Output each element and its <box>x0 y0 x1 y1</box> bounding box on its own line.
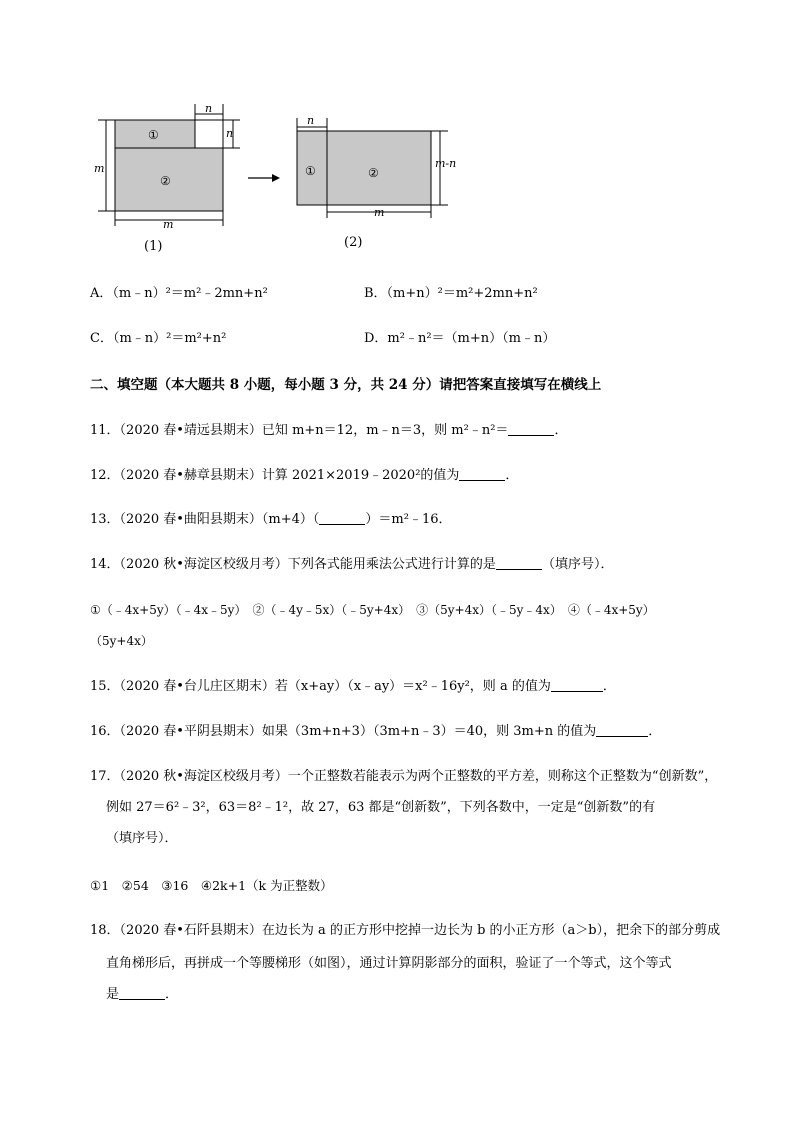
q15-answer-blank[interactable] <box>551 679 603 692</box>
option-a[interactable]: A．（m﹣n）²＝m²﹣2mn+n² <box>90 286 268 301</box>
geometry-figure <box>90 100 490 260</box>
fig1-label-m-bottom: m <box>163 218 174 231</box>
fig1-label-n-side: n <box>226 127 234 140</box>
fig2-label-n-top: n <box>307 114 315 127</box>
fig2-region-2-label: ② <box>368 166 379 180</box>
q14-choices-cont: （5y+4x） <box>90 634 153 648</box>
figure-2 <box>297 114 456 250</box>
q14-suffix: （填序号）． <box>541 557 614 572</box>
fig2-region-2 <box>327 131 431 205</box>
fig2-region-1-label: ① <box>305 164 316 178</box>
question-18-line2: 直角梯形后，再拼成一个等腰梯形（如图），通过计算阴影部分的面积，验证了一个等式，这个等式 <box>106 956 672 971</box>
figure-1 <box>94 102 240 254</box>
q18-answer-blank[interactable] <box>119 987 165 1000</box>
option-c[interactable]: C．（m﹣n）²＝m²+n² <box>90 331 227 346</box>
fig2-label-mn-side: m-n <box>435 157 457 170</box>
question-13 <box>90 511 452 529</box>
q18-prefix: 是 <box>106 987 120 1002</box>
question-17-line3: （填序号）． <box>106 831 178 846</box>
transform-arrow <box>248 174 280 182</box>
fig1-caption: (1) <box>144 239 163 254</box>
question-17-line2: 例如 27＝6²﹣3²，63＝8²﹣1²，故 27，63 都是“创新数”，下列各数中，一定是“创新数”的有 <box>106 800 656 815</box>
q13-suffix: ）＝m²﹣16． <box>365 512 452 527</box>
question-12 <box>90 467 518 485</box>
q16-prefix: 16．（2020 春•平阴县期末）如果（3m+n+3）（3m+n﹣3）＝40，则 3m+n 的值为 <box>90 724 597 739</box>
question-18-line1: 18．（2020 春•石阡县期末）在边长为 a 的正方形中挖掉一边长为 b 的小正方形（a＞b），把余下的部分剪成 <box>90 923 721 938</box>
q13-prefix: 13．（2020 春•曲阳县期末）（m+4）（ <box>90 512 320 527</box>
q12-prefix: 12．（2020 春•赫章县期末）计算 2021×2019﹣2020²的值为 <box>90 468 460 483</box>
question-11 <box>90 422 567 440</box>
question-15 <box>90 678 616 696</box>
q14-answer-blank[interactable] <box>496 557 542 570</box>
q18-suffix: ． <box>165 987 179 1002</box>
section-heading: 二、填空题（本大题共 8 小题，每小题 3 分，共 24 分）请把答案直接填写在横线上 <box>90 377 602 393</box>
question-18-line3 <box>106 986 178 1004</box>
q12-suffix: ． <box>505 468 519 483</box>
q11-answer-blank[interactable] <box>508 423 554 436</box>
fig2-label-m-bottom: m <box>374 206 385 219</box>
option-d[interactable]: D．m²﹣n²＝（m+n）（m﹣n） <box>364 331 556 346</box>
question-17-line1: 17．（2020 秋•海淀区校级月考）一个正整数若能表示为两个正整数的平方差，则称这个正整数为“创新数”， <box>90 769 718 784</box>
q17-choices: ①1 ②54 ③16 ④2k+1（k 为正整数） <box>90 878 333 893</box>
q11-body: m+n＝12，m﹣n＝3，则 m²﹣n²＝ <box>292 423 509 438</box>
q14-choices: ①（﹣4x+5y）（﹣4x﹣5y） ②（﹣4y﹣5x）（﹣5y+4x） ③（5y+4x）（﹣5y﹣4x） ④（﹣4x+5y） <box>90 603 655 617</box>
q14-prefix: 14．（2020 秋•海淀区校级月考）下列各式能用乘法公式进行计算的是 <box>90 557 496 572</box>
q13-answer-blank[interactable] <box>319 512 365 525</box>
question-14 <box>90 556 613 574</box>
q16-suffix: ． <box>648 724 662 739</box>
q11-prefix: 11．（2020 春•靖远县期末）已知 <box>90 423 293 438</box>
fig1-label-m-left: m <box>94 162 105 175</box>
q15-suffix: ． <box>602 679 616 694</box>
q16-answer-blank[interactable] <box>596 724 648 737</box>
q12-answer-blank[interactable] <box>459 468 505 481</box>
fig1-label-n-top: n <box>205 102 213 115</box>
q15-prefix: 15．（2020 春•台儿庄区期末）若（x+ay）（x﹣ay）＝x²﹣16y²，则 a 的值为 <box>90 679 551 694</box>
option-b[interactable]: B．（m+n）²＝m²+2mn+n² <box>364 286 538 301</box>
q11-suffix: ． <box>554 423 568 438</box>
fig2-caption: (2) <box>344 235 363 250</box>
question-16 <box>90 723 661 741</box>
fig1-region-1-label: ① <box>148 128 159 142</box>
fig1-region-2-label: ② <box>160 174 171 188</box>
